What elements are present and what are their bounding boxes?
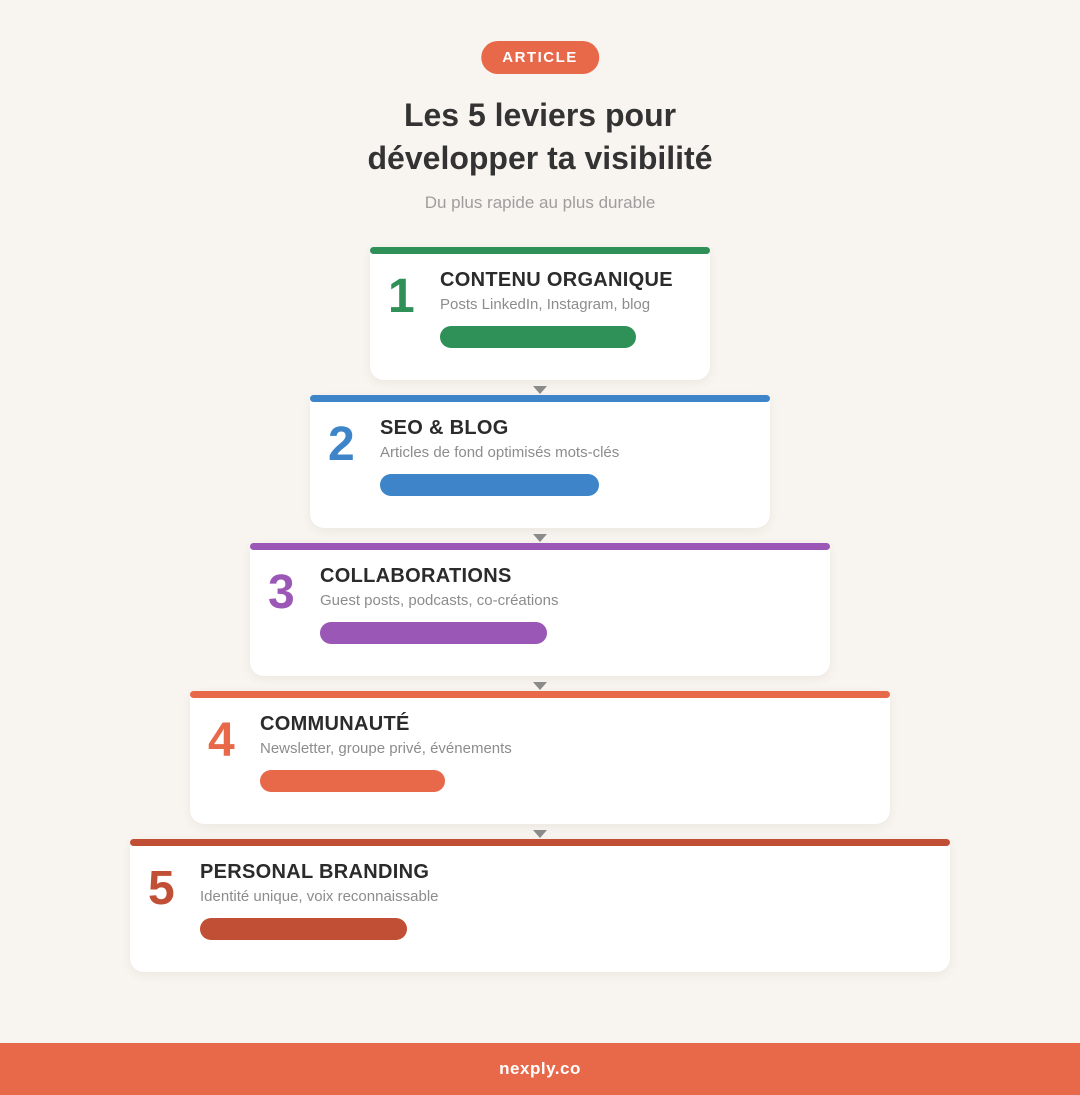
card-top-accent-bar bbox=[130, 839, 950, 846]
footer-brand-bar bbox=[0, 1043, 1080, 1095]
lever-card-contenu-organique bbox=[370, 247, 710, 380]
lever-card-personal-branding bbox=[130, 839, 950, 972]
down-arrow-icon bbox=[533, 534, 547, 542]
down-arrow-icon bbox=[533, 386, 547, 394]
page-subtitle: Du plus rapide au plus durable bbox=[424, 193, 656, 212]
card-rank-number: 2 bbox=[328, 418, 355, 471]
card-top-accent-bar bbox=[310, 395, 770, 402]
down-arrow-icon bbox=[533, 830, 547, 838]
card-description: Articles de fond optimisés mots-clés bbox=[380, 444, 620, 461]
lever-card-collaborations bbox=[250, 543, 830, 676]
card-progress-bar bbox=[320, 622, 547, 644]
card-rank-number: 4 bbox=[208, 714, 235, 767]
brand-url: nexply.co bbox=[499, 1059, 581, 1078]
card-title: CONTENU ORGANIQUE bbox=[440, 269, 673, 291]
card-rank-number: 3 bbox=[268, 566, 295, 619]
lever-card-seo-blog bbox=[310, 395, 770, 528]
card-title: PERSONAL BRANDING bbox=[200, 861, 430, 883]
card-title: COLLABORATIONS bbox=[320, 565, 512, 587]
card-title: COMMUNAUTÉ bbox=[260, 713, 410, 735]
card-rank-number: 5 bbox=[148, 862, 175, 915]
card-description: Newsletter, groupe privé, événements bbox=[260, 740, 512, 757]
card-top-accent-bar bbox=[190, 691, 890, 698]
card-rank-number: 1 bbox=[388, 270, 415, 323]
card-progress-bar bbox=[200, 918, 407, 940]
card-progress-bar bbox=[260, 770, 445, 792]
card-progress-bar bbox=[380, 474, 599, 496]
article-badge: ARTICLE bbox=[481, 41, 599, 74]
card-title: SEO & BLOG bbox=[380, 417, 509, 439]
card-top-accent-bar bbox=[370, 247, 710, 254]
card-description: Guest posts, podcasts, co-créations bbox=[320, 592, 559, 609]
card-progress-bar bbox=[440, 326, 636, 348]
down-arrow-icon bbox=[533, 682, 547, 690]
card-description: Posts LinkedIn, Instagram, blog bbox=[440, 296, 651, 313]
card-top-accent-bar bbox=[250, 543, 830, 550]
page-title: Les 5 leviers pour développer ta visibilité bbox=[367, 97, 713, 176]
card-description: Identité unique, voix reconnaissable bbox=[200, 888, 439, 905]
lever-card-communaute bbox=[190, 691, 890, 824]
